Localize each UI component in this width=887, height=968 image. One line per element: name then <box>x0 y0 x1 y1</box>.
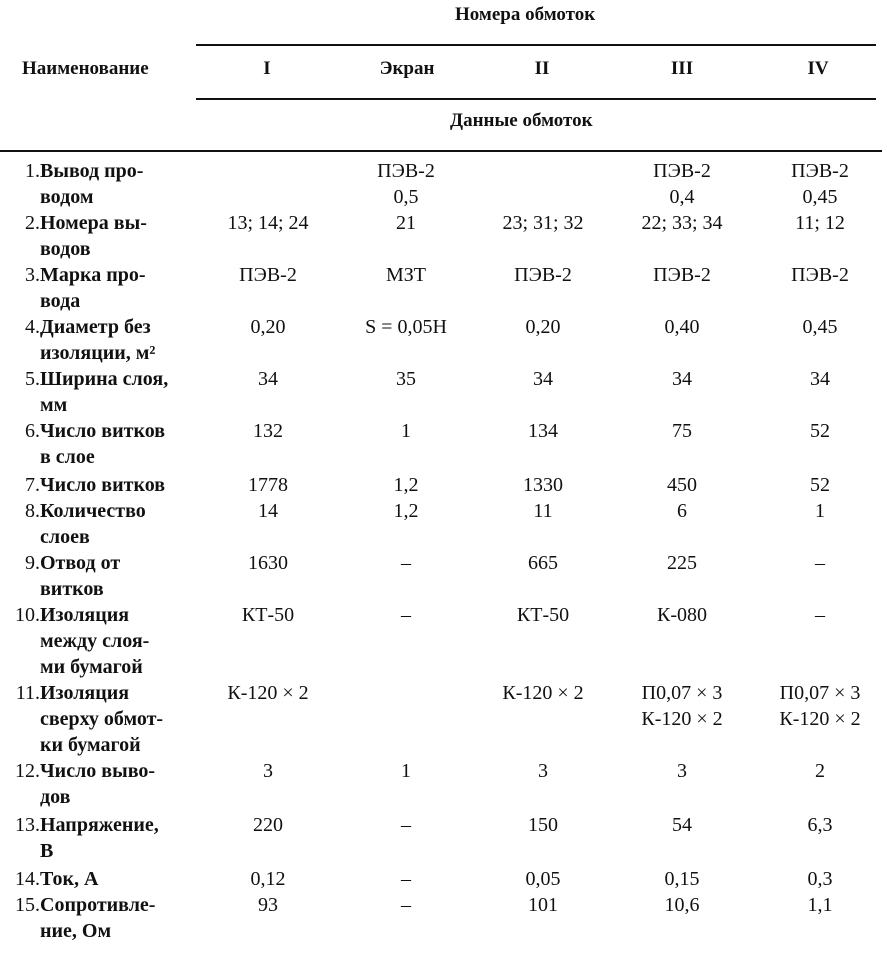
header-rule-bottom <box>0 150 882 152</box>
cell-value: К-120 × 2 <box>502 682 584 704</box>
cell-value: 0,45 <box>802 186 838 208</box>
row-label <box>40 418 205 470</box>
table-cell <box>612 602 752 628</box>
cell-value: 3 <box>677 760 687 782</box>
table-cell <box>612 866 752 892</box>
table-cell <box>336 758 476 784</box>
row-label-line: Ток, А <box>40 868 99 890</box>
cell-value: К-120 × 2 <box>779 708 861 730</box>
row-label-line: Отвод от <box>40 552 121 574</box>
cell-value: 0,15 <box>664 868 700 890</box>
cell-value: 1,2 <box>393 474 419 496</box>
row-label-line: между слоя- <box>40 630 150 652</box>
table-cell <box>612 812 752 838</box>
table-cell <box>612 210 752 236</box>
cell-value: – <box>401 552 411 574</box>
row-label <box>40 812 205 864</box>
cell-value: 93 <box>258 894 278 916</box>
table-cell <box>198 418 338 444</box>
table-cell <box>198 472 338 498</box>
table-cell <box>336 892 476 918</box>
table-cell <box>612 758 752 784</box>
cell-value: 52 <box>810 420 830 442</box>
cell-value: 75 <box>672 420 692 442</box>
table-cell <box>473 210 613 236</box>
row-label-line: витков <box>40 578 104 600</box>
table-cell <box>750 892 887 918</box>
row-label <box>40 866 205 892</box>
table-cell <box>473 866 613 892</box>
table-cell <box>750 210 887 236</box>
cell-value: 23; 31; 32 <box>502 212 584 234</box>
table-cell <box>750 262 887 288</box>
row-number: 6. <box>25 420 40 442</box>
cell-value: К-080 <box>657 604 707 626</box>
table-cell <box>473 366 613 392</box>
cell-value: 665 <box>528 552 558 574</box>
table-cell <box>473 498 613 524</box>
cell-value: КТ-50 <box>516 604 570 626</box>
header-col-3: III <box>670 58 694 79</box>
row-label-line: вода <box>40 290 81 312</box>
cell-value: 11 <box>533 500 553 522</box>
cell-value: 132 <box>253 420 283 442</box>
header-col-1: I <box>263 58 271 79</box>
cell-value: 0,5 <box>393 186 419 208</box>
table-cell <box>473 758 613 784</box>
cell-value: 150 <box>528 814 558 836</box>
cell-value: 1 <box>401 420 411 442</box>
table-cell <box>473 602 613 628</box>
row-number: 2. <box>25 212 40 234</box>
header-col-4: IV <box>807 58 829 79</box>
table-cell <box>198 550 338 576</box>
table-cell <box>336 866 476 892</box>
table-cell <box>612 366 752 392</box>
table-cell <box>336 550 476 576</box>
row-number: 10. <box>15 604 40 626</box>
cell-value: 101 <box>528 894 558 916</box>
table-cell <box>336 366 476 392</box>
cell-value: 52 <box>810 474 830 496</box>
cell-value: 11; 12 <box>795 212 845 234</box>
table-cell <box>473 418 613 444</box>
row-label-line: Марка про- <box>40 264 146 286</box>
cell-value: – <box>815 552 825 574</box>
header-col-screen: Экран <box>379 58 435 79</box>
cell-value: 34 <box>672 368 692 390</box>
cell-value: – <box>815 604 825 626</box>
cell-value: 450 <box>667 474 697 496</box>
cell-value: 10,6 <box>664 894 700 916</box>
cell-value: ПЭВ-2 <box>791 264 849 286</box>
cell-value: 1 <box>401 760 411 782</box>
cell-value: 0,20 <box>250 316 286 338</box>
row-label-line: ми бумагой <box>40 656 143 678</box>
cell-value: 14 <box>258 500 278 522</box>
table-cell <box>750 314 887 340</box>
row-label-line: Ширина слоя, <box>40 368 169 390</box>
row-label <box>40 472 205 498</box>
cell-value: 34 <box>258 368 278 390</box>
table-cell <box>750 866 887 892</box>
row-label <box>40 498 205 550</box>
table-cell <box>750 680 887 732</box>
row-label-line: ки бумагой <box>40 734 141 756</box>
row-label <box>40 892 205 944</box>
cell-value: 0,20 <box>525 316 561 338</box>
row-number: 5. <box>25 368 40 390</box>
cell-value: 225 <box>667 552 697 574</box>
cell-value: 1630 <box>248 552 288 574</box>
row-number: 7. <box>25 474 40 496</box>
row-number: 3. <box>25 264 40 286</box>
table-cell <box>198 866 338 892</box>
table-cell <box>750 758 887 784</box>
row-label-line: В <box>40 840 54 862</box>
table-cell <box>336 210 476 236</box>
table-cell <box>198 892 338 918</box>
table-cell <box>336 812 476 838</box>
cell-value: 22; 33; 34 <box>641 212 723 234</box>
table-cell <box>336 314 476 340</box>
table-cell <box>473 262 613 288</box>
row-label <box>40 158 205 210</box>
row-label-line: Сопротивле- <box>40 894 156 916</box>
header-rule-middle <box>196 98 876 100</box>
row-label-line: ние, Ом <box>40 920 112 942</box>
row-label-line: Изоляция <box>40 682 130 704</box>
cell-value: – <box>401 868 411 890</box>
table-cell <box>750 472 887 498</box>
cell-value: 2 <box>815 760 825 782</box>
table-cell <box>198 602 338 628</box>
cell-value: 35 <box>396 368 416 390</box>
cell-value: 6,3 <box>807 814 833 836</box>
row-number: 11. <box>15 682 40 704</box>
header-name-column: Наименование <box>22 58 149 79</box>
table-cell <box>198 366 338 392</box>
header-group-title: Номера обмоток <box>455 4 596 25</box>
table-cell <box>750 498 887 524</box>
row-label <box>40 680 205 758</box>
cell-value: ПЭВ-2 <box>653 264 711 286</box>
cell-value: 0,45 <box>802 316 838 338</box>
row-label <box>40 314 205 366</box>
table-cell <box>473 472 613 498</box>
table-cell <box>750 366 887 392</box>
table-cell <box>750 812 887 838</box>
row-number: 15. <box>15 894 40 916</box>
table-cell <box>198 210 338 236</box>
table-cell <box>612 550 752 576</box>
cell-value: 6 <box>677 500 687 522</box>
cell-value: 0,05 <box>525 868 561 890</box>
row-label <box>40 210 205 262</box>
cell-value: ПЭВ-2 <box>239 264 297 286</box>
cell-value: МЗТ <box>385 264 427 286</box>
cell-value: 134 <box>528 420 558 442</box>
table-cell <box>750 158 887 210</box>
row-number: 8. <box>25 500 40 522</box>
header-data-title: Данные обмоток <box>450 110 593 131</box>
table-cell <box>473 892 613 918</box>
row-label-line: слоев <box>40 526 90 548</box>
table-cell <box>612 892 752 918</box>
row-number: 12. <box>15 760 40 782</box>
row-label-line: дов <box>40 786 71 808</box>
table-cell <box>198 758 338 784</box>
table-cell <box>198 262 338 288</box>
row-label <box>40 758 205 810</box>
row-number: 13. <box>15 814 40 836</box>
table-cell <box>336 498 476 524</box>
cell-value: 1,1 <box>807 894 833 916</box>
row-label <box>40 550 205 602</box>
cell-value: П0,07 × 3 <box>641 682 723 704</box>
cell-value: К-120 × 2 <box>227 682 309 704</box>
table-cell <box>473 314 613 340</box>
table-cell <box>612 418 752 444</box>
table-cell <box>750 602 887 628</box>
cell-value: – <box>401 604 411 626</box>
table-cell <box>336 472 476 498</box>
cell-value: 1330 <box>523 474 563 496</box>
row-label-line: Число витков <box>40 420 166 442</box>
table-cell <box>612 498 752 524</box>
cell-value: ПЭВ-2 <box>377 160 435 182</box>
row-label <box>40 262 205 314</box>
table-cell <box>750 418 887 444</box>
cell-value: 0,3 <box>807 868 833 890</box>
row-label <box>40 602 205 680</box>
row-label-line: Число витков <box>40 474 166 496</box>
row-label-line: водом <box>40 186 94 208</box>
cell-value: 1778 <box>248 474 288 496</box>
cell-value: 220 <box>253 814 283 836</box>
table-cell <box>612 262 752 288</box>
row-label-line: Изоляция <box>40 604 130 626</box>
header-rule-top <box>196 44 876 46</box>
row-label-line: водов <box>40 238 91 260</box>
cell-value: К-120 × 2 <box>641 708 723 730</box>
cell-value: 54 <box>672 814 692 836</box>
row-label-line: в слое <box>40 446 95 468</box>
cell-value: – <box>401 814 411 836</box>
table-cell <box>612 680 752 732</box>
cell-value: 3 <box>538 760 548 782</box>
row-label-line: Количество <box>40 500 146 522</box>
table-cell <box>750 550 887 576</box>
table-cell <box>198 680 338 706</box>
row-label-line: мм <box>40 394 68 416</box>
table-cell <box>473 680 613 706</box>
cell-value: П0,07 × 3 <box>779 682 861 704</box>
row-number: 4. <box>25 316 40 338</box>
table-cell <box>336 158 476 210</box>
row-label-line: изоляции, м² <box>40 342 156 364</box>
cell-value: 0,4 <box>669 186 695 208</box>
row-number: 9. <box>25 552 40 574</box>
row-label-line: Вывод про- <box>40 160 144 182</box>
cell-value: 34 <box>810 368 830 390</box>
table-cell <box>198 498 338 524</box>
row-number: 1. <box>25 160 40 182</box>
cell-value: – <box>401 894 411 916</box>
table-cell <box>336 602 476 628</box>
row-label-line: Диаметр без <box>40 316 151 338</box>
table-cell <box>612 314 752 340</box>
cell-value: ПЭВ-2 <box>791 160 849 182</box>
table-cell <box>198 812 338 838</box>
table-cell <box>473 812 613 838</box>
cell-value: 1,2 <box>393 500 419 522</box>
cell-value: ПЭВ-2 <box>653 160 711 182</box>
row-label-line: Напряжение, <box>40 814 159 836</box>
row-label-line: Номера вы- <box>40 212 147 234</box>
row-label-line: Число выво- <box>40 760 156 782</box>
row-label-line: сверху обмот- <box>40 708 164 730</box>
cell-value: S = 0,05Н <box>365 316 447 338</box>
table-cell <box>198 314 338 340</box>
cell-value: 13; 14; 24 <box>227 212 309 234</box>
table-cell <box>612 158 752 210</box>
table-cell <box>473 550 613 576</box>
cell-value: КТ-50 <box>241 604 295 626</box>
row-number: 14. <box>15 868 40 890</box>
row-label <box>40 366 205 418</box>
cell-value: 1 <box>815 500 825 522</box>
table-cell <box>612 472 752 498</box>
cell-value: 34 <box>533 368 553 390</box>
cell-value: 0,12 <box>250 868 286 890</box>
table-cell <box>336 418 476 444</box>
cell-value: 0,40 <box>664 316 700 338</box>
cell-value: ПЭВ-2 <box>514 264 572 286</box>
table-cell <box>336 262 476 288</box>
cell-value: 3 <box>263 760 273 782</box>
cell-value: 21 <box>396 212 416 234</box>
header-col-2: II <box>534 58 550 79</box>
